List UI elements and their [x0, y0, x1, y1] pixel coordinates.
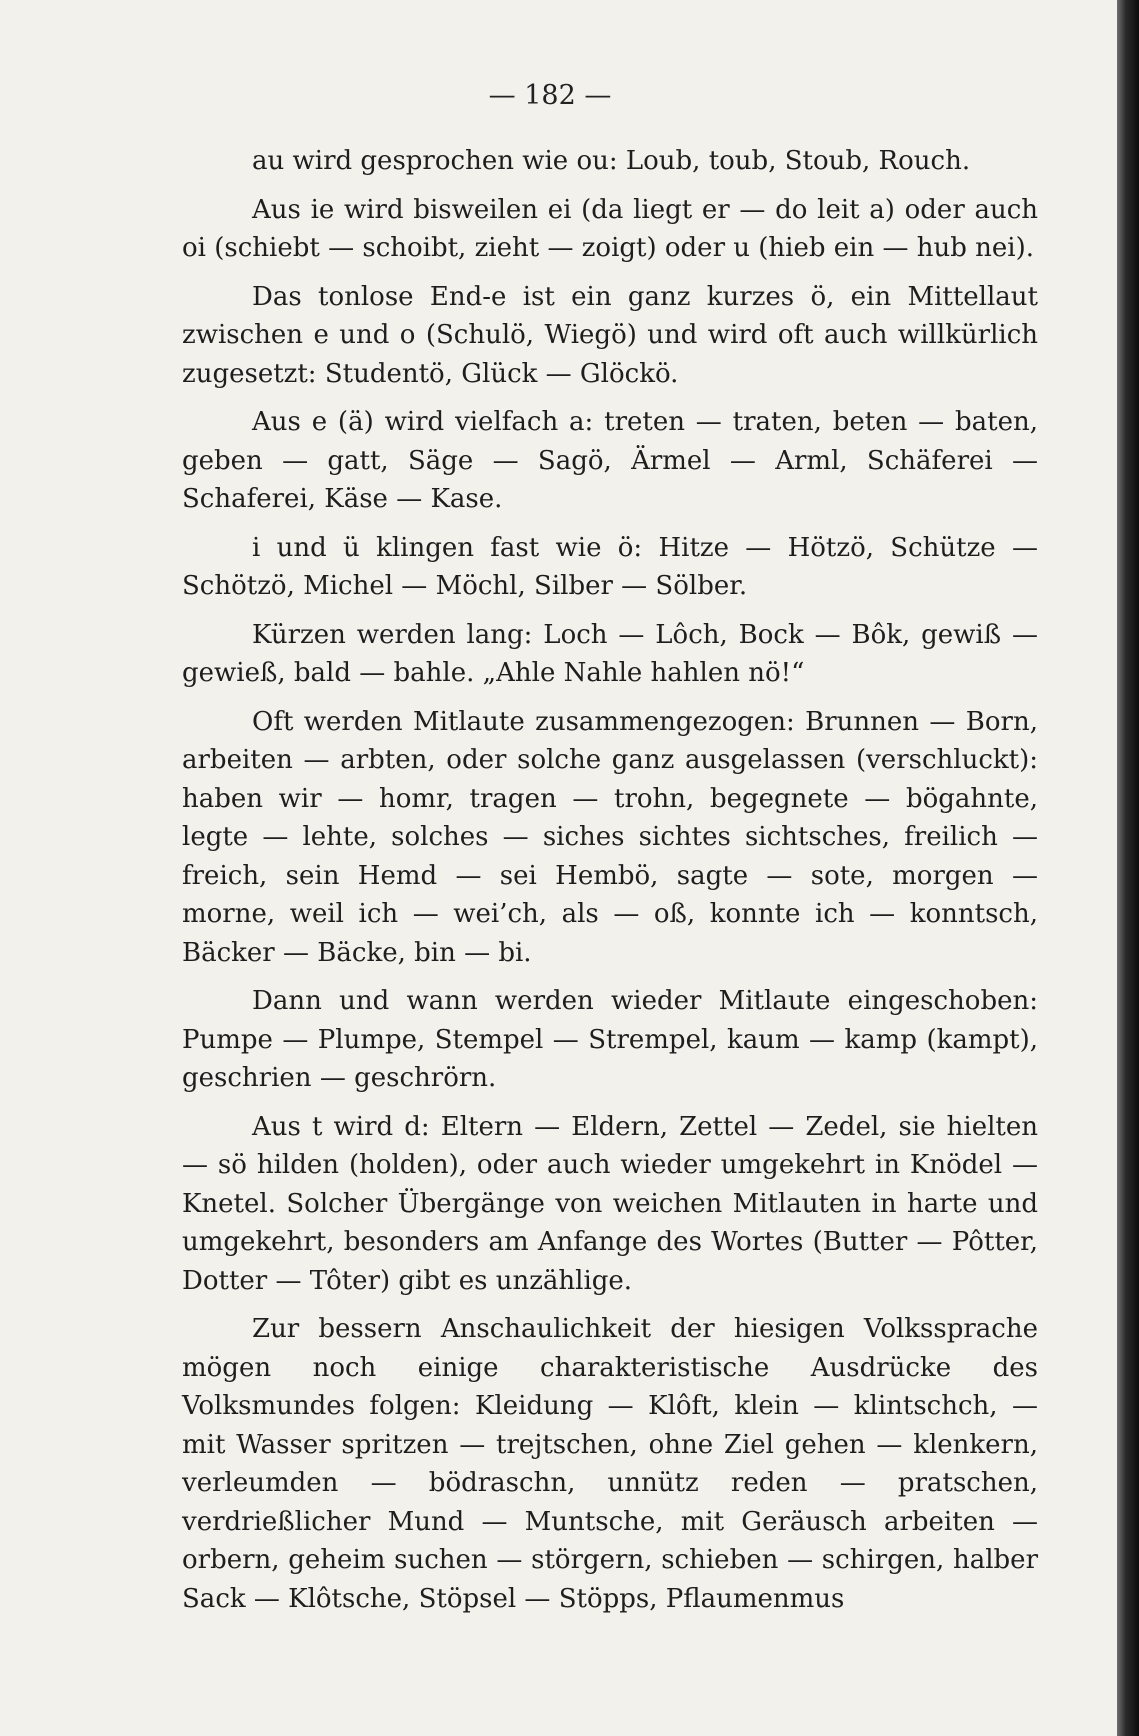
paragraph: Zur bessern Anschaulichkeit der hiesigen Volkssprache mögen noch einige charakteristische Ausdrücke des Volksmundes folgen: Kleidung — Klôft, klein — klintschch, — mit Wasser spritzen — trejtschen, ohne Ziel gehen — klenkern, verleumden — bödraschn, unnütz reden — pratschen, verdrießlicher Mund — Muntsche, mit Geräusch arbeiten — orbern, geheim suchen — störgern, schieben — schirgen, halber Sack — Klôtsche, Stöpsel — Stöpps, Pflaumenmus [182, 1314, 1038, 1614]
paragraph: Dann und wann werden wieder Mitlaute eingeschoben: Pumpe — Plumpe, Stempel — Strempel, kaum — kamp (kampt), geschrien — geschrörn. [182, 986, 1038, 1093]
page-edge-shadow [1117, 0, 1139, 1736]
body-text [182, 142, 1038, 1628]
paragraph: Das tonlose End-e ist ein ganz kurzes ö, ein Mittellaut zwischen e und o (Schulö, Wiegö) und wird oft auch willkürlich zugesetzt: Studentö, Glück — Glöckö. [182, 281, 1038, 389]
paragraph: Aus t wird d: Eltern — Eldern, Zettel — Zedel, sie hielten — sö hilden (holden), oder auch wieder umgekehrt in Knödel — Knetel. Solcher Übergänge von weichen Mitlauten in harte und umgekehrt, besonders am Anfange des Wortes (Butter — Pôtter, Dotter — Tôter) gibt es unzählige. [182, 1111, 1038, 1296]
paragraph: Aus ie wird bisweilen ei (da liegt er — do leit a) oder auch oi (schiebt — schoibt, zieht — zoigt) oder u (hieb ein — hub nei). [182, 194, 1038, 263]
paragraph: Oft werden Mitlaute zusammengezogen: Brunnen — Born, arbeiten — arbten, oder solche ganz ausgelassen (verschluckt): haben wir — homr, tragen — trohn, begegnete — bögahnte, legte — lehte, solches — siches sichtes sichtsches, freilich — freich, sein Hemd — sei Hembö, sagte — sote, morgen — morne, weil ich — wei’ch, als — oß, konnte ich — konntsch, Bäcker — Bäcke, bin — bi. [182, 706, 1038, 968]
paragraph: Kürzen werden lang: Loch — Lôch, Bock — Bôk, gewiß — gewieß, bald — bahle. „Ahle Nahle hahlen nö!“ [182, 619, 1038, 688]
page-number: — 182 — [488, 80, 612, 111]
paragraph: Aus e (ä) wird vielfach a: treten — traten, beten — baten, geben — gatt, Säge — Sagö, Ärmel — Arml, Schäferei — Schaferei, Käse — Kase. [182, 407, 1038, 514]
paragraph: au wird gesprochen wie ou: Loub, toub, Stoub, Rouch. [252, 146, 971, 176]
paragraph: i und ü klingen fast wie ö: Hitze — Hötzö, Schütze — Schötzö, Michel — Möchl, Silber — Sölber. [182, 532, 1038, 601]
